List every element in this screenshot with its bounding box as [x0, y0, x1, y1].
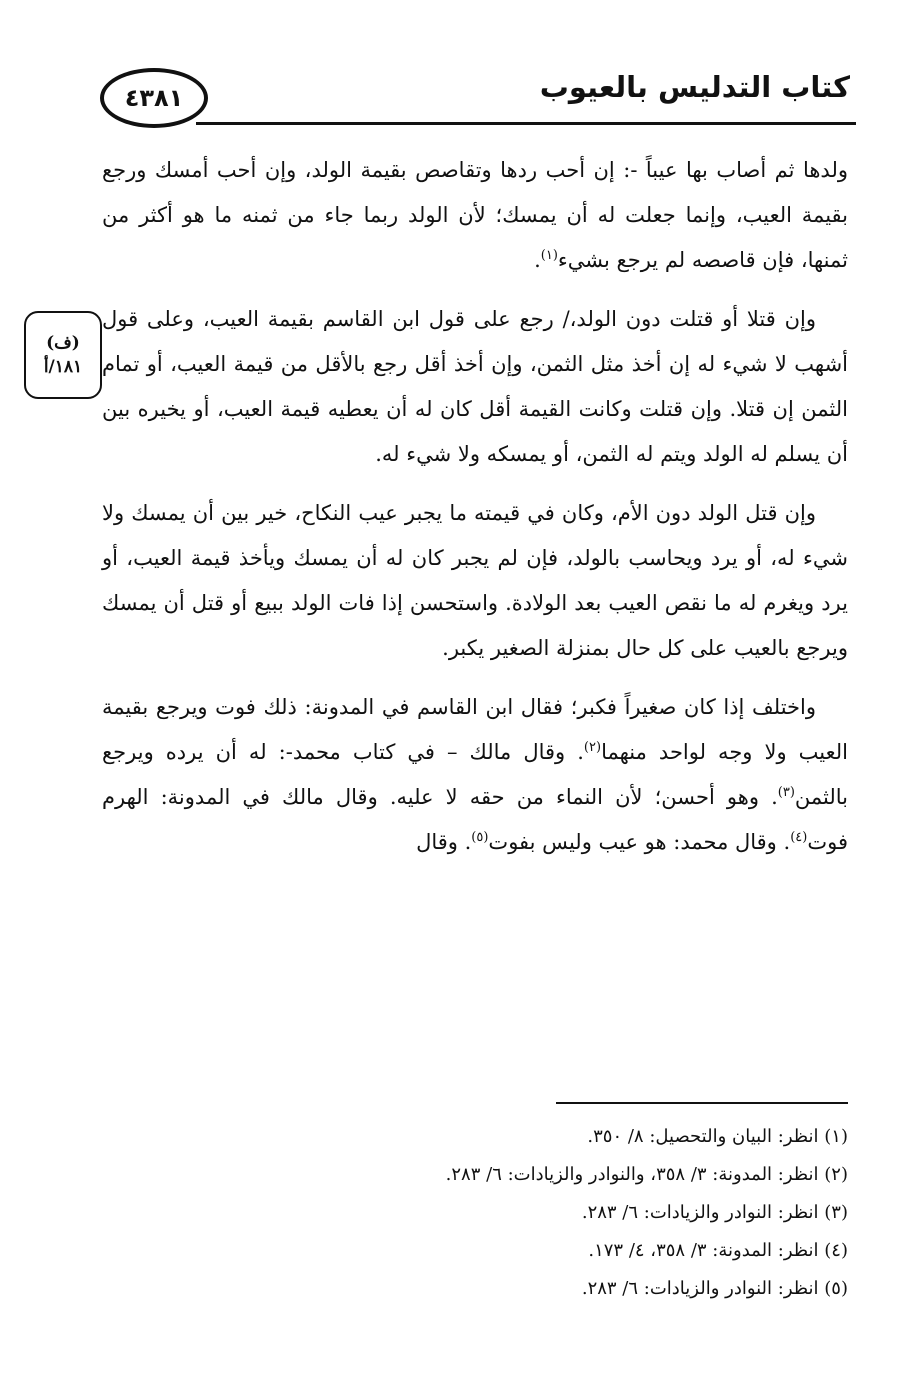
page-number: ٤٣٨١	[124, 84, 184, 112]
paragraph-text: وإن قتل الولد دون الأم، وكان في قيمته ما يجبر عيب النكاح، خير بين أن يمسك ولا شيء له، أو يرد ويحاسب بالولد، فإن لم يجبر كان له أن يمسك ويأخذ قيمة العيب، أو يرد ويغرم له ما نقص العيب بعد الولادة. واستحسن إذا فات الولد ببيع أو قتل أن يمسك ويرجع بالعيب على كل حال بمنزلة الصغير يكبر.	[102, 501, 848, 660]
paragraph-text: . وقال	[416, 830, 472, 854]
footnote-reference: (٤)	[790, 830, 808, 845]
paragraph-text: .	[534, 248, 541, 272]
footnote-4: (٤) انظر: المدونة: ٣/ ٣٥٨، ٤/ ١٧٣.	[588, 1240, 848, 1261]
main-text	[102, 148, 848, 879]
book-title: كتاب التدليس بالعيوب	[539, 70, 850, 104]
paragraph-text: ولدها ثم أصاب بها عيباً -: إن أحب ردها وتقاصص بقيمة الولد، وإن أحب أمسك ورجع بقيمة العيب، وإنما جعلت له أن يمسك؛ لأن الولد ربما جاء من ثمنه ما هو أكثر من ثمنها، فإن قاصصه لم يرجع بشيء	[102, 158, 848, 272]
footnote-5: (٥) انظر: النوادر والزيادات: ٦/ ٢٨٣.	[581, 1278, 848, 1299]
footnotes	[102, 1118, 848, 1308]
margin-note-line-1: (ف)	[46, 333, 80, 353]
footnote-separator	[556, 1102, 848, 1104]
page-number-badge	[100, 68, 208, 128]
page-header	[96, 66, 856, 136]
paragraph-text: . وقال مالك – في كتاب محمد-: له أن يرده ويرجع بالثمن	[102, 740, 848, 809]
header-rule	[196, 122, 856, 125]
footnote-reference: (٢)	[583, 740, 602, 755]
footnote-2: (٢) انظر: المدونة: ٣/ ٣٥٨، والنوادر والزيادات: ٦/ ٢٨٣.	[445, 1164, 848, 1185]
footnote-3: (٣) انظر: النوادر والزيادات: ٦/ ٢٨٣.	[581, 1202, 848, 1223]
paragraph-2	[102, 297, 848, 477]
footnote-reference: (٣)	[777, 785, 795, 800]
margin-note-line-2: ١٨١/أ	[43, 357, 83, 377]
footnote-1: (١) انظر: البيان والتحصيل: ٨/ ٣٥٠.	[587, 1126, 848, 1147]
paragraph-text: وإن قتلا أو قتلت دون الولد،/ رجع على قول ابن القاسم بقيمة العيب، وعلى قول أشهب لا شيء له إن أخذ مثل الثمن، وإن أخذ أقل رجع بالأقل من قيمة العيب، أو تمام الثمن إن قتلا. وإن قتلت وكانت القيمة أقل كان له أن يعطيه قيمة العيب، أو يخيره بين أن يسلم له الولد ويتم له الثمن، أو يمسكه ولا شيء له.	[102, 307, 848, 466]
footnote-reference: (١)	[540, 248, 558, 263]
manuscript-margin-note	[24, 311, 102, 399]
paragraph-4	[102, 685, 848, 865]
paragraph-text: . وهو أحسن؛ لأن النماء من حقه لا عليه. وقال مالك في المدونة: الهرم فوت	[102, 785, 848, 854]
paragraph-text: . وقال محمد: هو عيب وليس بفوت	[488, 830, 791, 854]
footnote-reference: (٥)	[471, 830, 489, 845]
paragraph-1	[102, 148, 848, 283]
paragraph-text: واختلف إذا كان صغيراً فكبر؛ فقال ابن القاسم في المدونة: ذلك فوت ويرجع بقيمة العيب ولا وجه لواحد منهما	[102, 695, 848, 764]
paragraph-3	[102, 491, 848, 671]
